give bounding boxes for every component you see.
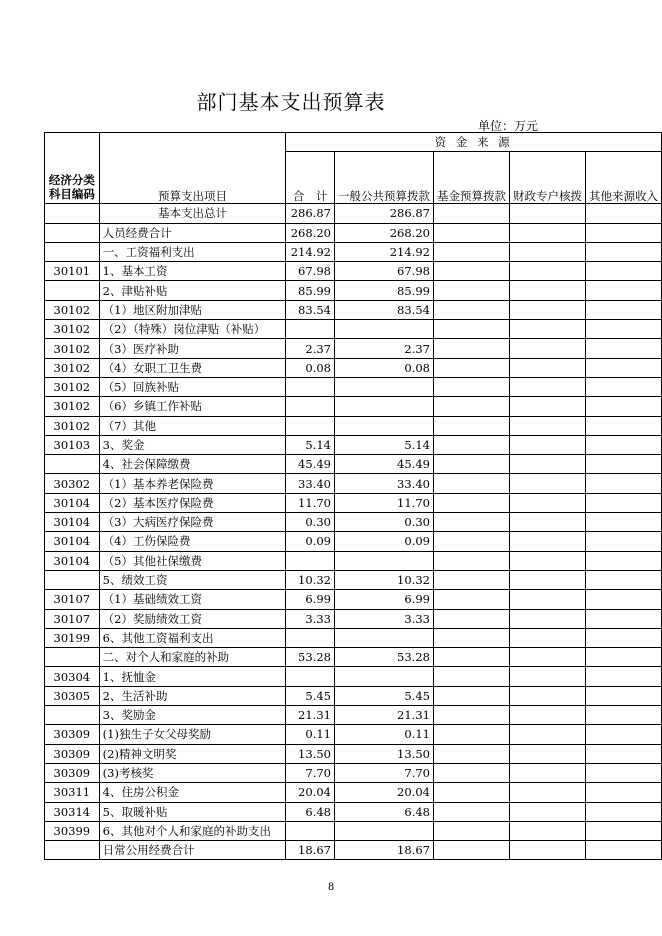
fund-budget-cell <box>433 416 509 435</box>
total-cell: 67.98 <box>286 262 335 281</box>
total-cell: 6.48 <box>286 802 335 821</box>
general-budget-cell: 5.14 <box>334 435 433 454</box>
item-cell: （2）奖励绩效工资 <box>99 609 286 628</box>
fund-budget-cell <box>433 435 509 454</box>
other-source-cell <box>585 744 661 763</box>
total-cell: 13.50 <box>286 744 335 763</box>
general-budget-cell: 6.99 <box>334 590 433 609</box>
special-account-cell <box>509 416 585 435</box>
fund-budget-cell <box>433 513 509 532</box>
special-account-cell <box>509 397 585 416</box>
general-budget-cell: 21.31 <box>334 706 433 725</box>
general-budget-cell: 0.08 <box>334 358 433 377</box>
other-source-cell <box>585 300 661 319</box>
fund-budget-cell <box>433 570 509 589</box>
fund-budget-cell <box>433 242 509 261</box>
general-budget-cell: 214.92 <box>334 242 433 261</box>
table-row <box>45 339 662 358</box>
special-account-cell <box>509 551 585 570</box>
code-cell: 30104 <box>45 532 100 551</box>
table-row <box>45 609 662 628</box>
table-row <box>45 570 662 589</box>
table-row <box>45 841 662 860</box>
page-number: 8 <box>327 882 335 893</box>
fund-budget-cell <box>433 551 509 570</box>
table-row <box>45 435 662 454</box>
fund-budget-cell <box>433 744 509 763</box>
item-cell: 5、绩效工资 <box>99 570 286 589</box>
total-cell <box>286 377 335 396</box>
general-budget-column-header: 一般公共预算拨款 <box>334 152 433 204</box>
item-cell: 3、奖金 <box>99 435 286 454</box>
other-source-cell <box>585 551 661 570</box>
total-cell: 0.11 <box>286 725 335 744</box>
code-cell: 30102 <box>45 339 100 358</box>
total-cell: 21.31 <box>286 706 335 725</box>
special-account-cell <box>509 841 585 860</box>
table-row <box>45 551 662 570</box>
general-budget-cell <box>334 667 433 686</box>
item-cell: 2、津贴补贴 <box>99 281 286 300</box>
total-cell: 20.04 <box>286 783 335 802</box>
code-cell: 30104 <box>45 551 100 570</box>
code-cell: 30399 <box>45 821 100 840</box>
table-row <box>45 204 662 223</box>
total-cell: 7.70 <box>286 763 335 782</box>
general-budget-cell: 3.33 <box>334 609 433 628</box>
table-row <box>45 628 662 647</box>
special-account-cell <box>509 223 585 242</box>
total-cell: 5.14 <box>286 435 335 454</box>
item-cell: （2）（特殊）岗位津贴（补贴） <box>99 320 286 339</box>
fund-budget-cell <box>433 821 509 840</box>
other-source-cell <box>585 397 661 416</box>
special-account-cell <box>509 570 585 589</box>
general-budget-cell: 5.45 <box>334 686 433 705</box>
other-source-cell <box>585 802 661 821</box>
general-budget-cell <box>334 320 433 339</box>
total-cell: 45.49 <box>286 455 335 474</box>
code-cell: 30199 <box>45 628 100 647</box>
code-cell: 30304 <box>45 667 100 686</box>
code-cell <box>45 281 100 300</box>
other-source-column-header: 其他来源收入 <box>585 152 661 204</box>
item-cell: （7）其他 <box>99 416 286 435</box>
total-cell <box>286 628 335 647</box>
other-source-cell <box>585 513 661 532</box>
other-source-cell <box>585 204 661 223</box>
general-budget-cell <box>334 551 433 570</box>
item-cell: 4、住房公积金 <box>99 783 286 802</box>
code-cell <box>45 223 100 242</box>
total-cell: 6.99 <box>286 590 335 609</box>
special-account-cell <box>509 802 585 821</box>
general-budget-cell: 10.32 <box>334 570 433 589</box>
code-cell: 30107 <box>45 609 100 628</box>
item-cell: （3）大病医疗保险费 <box>99 513 286 532</box>
special-account-cell <box>509 532 585 551</box>
item-cell: (2)精神文明奖 <box>99 744 286 763</box>
total-cell: 286.87 <box>286 204 335 223</box>
general-budget-cell <box>334 397 433 416</box>
table-row <box>45 416 662 435</box>
total-cell <box>286 320 335 339</box>
item-cell: （6）乡镇工作补贴 <box>99 397 286 416</box>
fund-budget-cell <box>433 841 509 860</box>
fund-budget-cell <box>433 377 509 396</box>
total-cell: 214.92 <box>286 242 335 261</box>
funding-source-header: 资 金 来 源 <box>286 133 662 152</box>
budget-table <box>44 132 662 860</box>
general-budget-cell: 11.70 <box>334 493 433 512</box>
item-cell: 1、基本工资 <box>99 262 286 281</box>
other-source-cell <box>585 377 661 396</box>
item-cell: 2、生活补助 <box>99 686 286 705</box>
other-source-cell <box>585 532 661 551</box>
general-budget-cell <box>334 628 433 647</box>
unit-label: 单位：万元 <box>477 119 538 133</box>
total-cell <box>286 821 335 840</box>
code-cell: 30311 <box>45 783 100 802</box>
special-account-cell <box>509 783 585 802</box>
table-row <box>45 706 662 725</box>
item-cell: （3）医疗补助 <box>99 339 286 358</box>
fund-budget-cell <box>433 532 509 551</box>
special-account-cell <box>509 262 585 281</box>
fund-budget-cell <box>433 590 509 609</box>
fund-budget-cell <box>433 262 509 281</box>
item-cell: （1）地区附加津贴 <box>99 300 286 319</box>
code-cell: 30302 <box>45 474 100 493</box>
table-row <box>45 493 662 512</box>
table-row <box>45 725 662 744</box>
fund-budget-column-header: 基金预算拨款 <box>433 152 509 204</box>
other-source-cell <box>585 474 661 493</box>
code-cell: 30305 <box>45 686 100 705</box>
code-cell: 30102 <box>45 300 100 319</box>
code-cell: 30102 <box>45 320 100 339</box>
general-budget-cell: 6.48 <box>334 802 433 821</box>
table-row <box>45 590 662 609</box>
special-account-cell <box>509 706 585 725</box>
special-account-cell <box>509 204 585 223</box>
total-cell <box>286 397 335 416</box>
total-cell: 53.28 <box>286 648 335 667</box>
general-budget-cell: 85.99 <box>334 281 433 300</box>
code-cell: 30102 <box>45 358 100 377</box>
special-account-column-header: 财政专户核拨 <box>509 152 585 204</box>
general-budget-cell: 83.54 <box>334 300 433 319</box>
special-account-cell <box>509 513 585 532</box>
general-budget-cell: 33.40 <box>334 474 433 493</box>
item-column-header: 预算支出项目 <box>99 133 286 204</box>
other-source-cell <box>585 763 661 782</box>
other-source-cell <box>585 686 661 705</box>
fund-budget-cell <box>433 320 509 339</box>
code-cell: 30103 <box>45 435 100 454</box>
table-row <box>45 532 662 551</box>
other-source-cell <box>585 223 661 242</box>
total-cell: 0.30 <box>286 513 335 532</box>
special-account-cell <box>509 455 585 474</box>
general-budget-cell: 7.70 <box>334 763 433 782</box>
code-cell <box>45 242 100 261</box>
general-budget-cell: 0.11 <box>334 725 433 744</box>
fund-budget-cell <box>433 223 509 242</box>
item-cell: 基本支出总计 <box>99 204 286 223</box>
special-account-cell <box>509 377 585 396</box>
fund-budget-cell <box>433 706 509 725</box>
code-cell: 30102 <box>45 397 100 416</box>
table-row <box>45 358 662 377</box>
special-account-cell <box>509 590 585 609</box>
fund-budget-cell <box>433 397 509 416</box>
fund-budget-cell <box>433 281 509 300</box>
general-budget-cell: 45.49 <box>334 455 433 474</box>
code-cell: 30104 <box>45 493 100 512</box>
special-account-cell <box>509 725 585 744</box>
special-account-cell <box>509 609 585 628</box>
special-account-cell <box>509 648 585 667</box>
fund-budget-cell <box>433 725 509 744</box>
code-column-header: 经济分类科目编码 <box>45 133 100 204</box>
table-row <box>45 744 662 763</box>
total-cell: 3.33 <box>286 609 335 628</box>
item-cell: 3、奖励金 <box>99 706 286 725</box>
general-budget-cell: 0.30 <box>334 513 433 532</box>
other-source-cell <box>585 821 661 840</box>
table-row <box>45 320 662 339</box>
total-cell <box>286 551 335 570</box>
code-cell: 30102 <box>45 416 100 435</box>
code-cell <box>45 648 100 667</box>
special-account-cell <box>509 667 585 686</box>
special-account-cell <box>509 493 585 512</box>
other-source-cell <box>585 783 661 802</box>
table-row <box>45 300 662 319</box>
total-cell: 33.40 <box>286 474 335 493</box>
item-cell: (3)考核奖 <box>99 763 286 782</box>
item-cell: （4）工伤保险费 <box>99 532 286 551</box>
fund-budget-cell <box>433 204 509 223</box>
table-row <box>45 281 662 300</box>
item-cell: 6、其他工资福利支出 <box>99 628 286 647</box>
fund-budget-cell <box>433 300 509 319</box>
general-budget-cell: 286.87 <box>334 204 433 223</box>
other-source-cell <box>585 435 661 454</box>
general-budget-cell: 20.04 <box>334 783 433 802</box>
fund-budget-cell <box>433 686 509 705</box>
table-row <box>45 377 662 396</box>
other-source-cell <box>585 358 661 377</box>
total-cell: 85.99 <box>286 281 335 300</box>
general-budget-cell: 18.67 <box>334 841 433 860</box>
fund-budget-cell <box>433 628 509 647</box>
special-account-cell <box>509 763 585 782</box>
code-cell: 30309 <box>45 763 100 782</box>
other-source-cell <box>585 706 661 725</box>
table-body <box>45 204 662 860</box>
item-cell: 4、社会保障缴费 <box>99 455 286 474</box>
other-source-cell <box>585 242 661 261</box>
fund-budget-cell <box>433 648 509 667</box>
general-budget-cell: 268.20 <box>334 223 433 242</box>
total-cell: 2.37 <box>286 339 335 358</box>
item-cell: （1）基本养老保险费 <box>99 474 286 493</box>
item-cell: 日常公用经费合计 <box>99 841 286 860</box>
other-source-cell <box>585 455 661 474</box>
fund-budget-cell <box>433 493 509 512</box>
fund-budget-cell <box>433 474 509 493</box>
item-cell: （5）回族补贴 <box>99 377 286 396</box>
fund-budget-cell <box>433 783 509 802</box>
item-cell: （4）女职工卫生费 <box>99 358 286 377</box>
item-cell: （2）基本医疗保险费 <box>99 493 286 512</box>
general-budget-cell <box>334 416 433 435</box>
item-cell: 5、取暖补贴 <box>99 802 286 821</box>
item-cell: 二、对个人和家庭的补助 <box>99 648 286 667</box>
general-budget-cell <box>334 821 433 840</box>
code-cell: 30102 <box>45 377 100 396</box>
item-cell: 人员经费合计 <box>99 223 286 242</box>
special-account-cell <box>509 281 585 300</box>
special-account-cell <box>509 358 585 377</box>
item-cell: （1）基础绩效工资 <box>99 590 286 609</box>
table-row <box>45 686 662 705</box>
table-row <box>45 242 662 261</box>
total-cell: 10.32 <box>286 570 335 589</box>
special-account-cell <box>509 242 585 261</box>
special-account-cell <box>509 744 585 763</box>
item-cell: 6、其他对个人和家庭的补助支出 <box>99 821 286 840</box>
code-cell <box>45 706 100 725</box>
general-budget-cell: 2.37 <box>334 339 433 358</box>
table-row <box>45 397 662 416</box>
other-source-cell <box>585 628 661 647</box>
table-row <box>45 455 662 474</box>
total-cell: 83.54 <box>286 300 335 319</box>
special-account-cell <box>509 300 585 319</box>
page-title: 部门基本支出预算表 <box>196 90 386 114</box>
fund-budget-cell <box>433 339 509 358</box>
other-source-cell <box>585 648 661 667</box>
table-row <box>45 474 662 493</box>
other-source-cell <box>585 320 661 339</box>
item-cell: (1)独生子女父母奖励 <box>99 725 286 744</box>
code-cell: 30107 <box>45 590 100 609</box>
general-budget-cell: 0.09 <box>334 532 433 551</box>
other-source-cell <box>585 416 661 435</box>
code-cell: 30104 <box>45 513 100 532</box>
fund-budget-cell <box>433 358 509 377</box>
code-cell <box>45 841 100 860</box>
other-source-cell <box>585 590 661 609</box>
special-account-cell <box>509 474 585 493</box>
total-cell <box>286 667 335 686</box>
fund-budget-cell <box>433 802 509 821</box>
other-source-cell <box>585 493 661 512</box>
general-budget-cell: 67.98 <box>334 262 433 281</box>
table-row <box>45 783 662 802</box>
total-cell: 268.20 <box>286 223 335 242</box>
other-source-cell <box>585 667 661 686</box>
special-account-cell <box>509 435 585 454</box>
special-account-cell <box>509 821 585 840</box>
special-account-cell <box>509 339 585 358</box>
total-cell: 11.70 <box>286 493 335 512</box>
general-budget-cell: 53.28 <box>334 648 433 667</box>
table-row <box>45 648 662 667</box>
other-source-cell <box>585 841 661 860</box>
table-row <box>45 821 662 840</box>
table-row <box>45 667 662 686</box>
fund-budget-cell <box>433 609 509 628</box>
other-source-cell <box>585 609 661 628</box>
total-cell: 5.45 <box>286 686 335 705</box>
table-row <box>45 802 662 821</box>
general-budget-cell: 13.50 <box>334 744 433 763</box>
fund-budget-cell <box>433 763 509 782</box>
item-cell: 一、工资福利支出 <box>99 242 286 261</box>
code-cell <box>45 204 100 223</box>
item-cell: （5）其他社保缴费 <box>99 551 286 570</box>
table-row <box>45 513 662 532</box>
code-cell <box>45 570 100 589</box>
fund-budget-cell <box>433 455 509 474</box>
other-source-cell <box>585 262 661 281</box>
fund-budget-cell <box>433 667 509 686</box>
table-row <box>45 262 662 281</box>
other-source-cell <box>585 725 661 744</box>
table-row <box>45 763 662 782</box>
table-row <box>45 223 662 242</box>
total-column-header: 合 计 <box>286 152 335 204</box>
other-source-cell <box>585 339 661 358</box>
code-cell: 30309 <box>45 744 100 763</box>
special-account-cell <box>509 628 585 647</box>
special-account-cell <box>509 320 585 339</box>
total-cell: 0.08 <box>286 358 335 377</box>
other-source-cell <box>585 281 661 300</box>
code-cell: 30101 <box>45 262 100 281</box>
total-cell: 0.09 <box>286 532 335 551</box>
code-cell: 30309 <box>45 725 100 744</box>
item-cell: 1、抚恤金 <box>99 667 286 686</box>
other-source-cell <box>585 570 661 589</box>
special-account-cell <box>509 686 585 705</box>
code-cell: 30314 <box>45 802 100 821</box>
general-budget-cell <box>334 377 433 396</box>
total-cell: 18.67 <box>286 841 335 860</box>
code-cell <box>45 455 100 474</box>
total-cell <box>286 416 335 435</box>
